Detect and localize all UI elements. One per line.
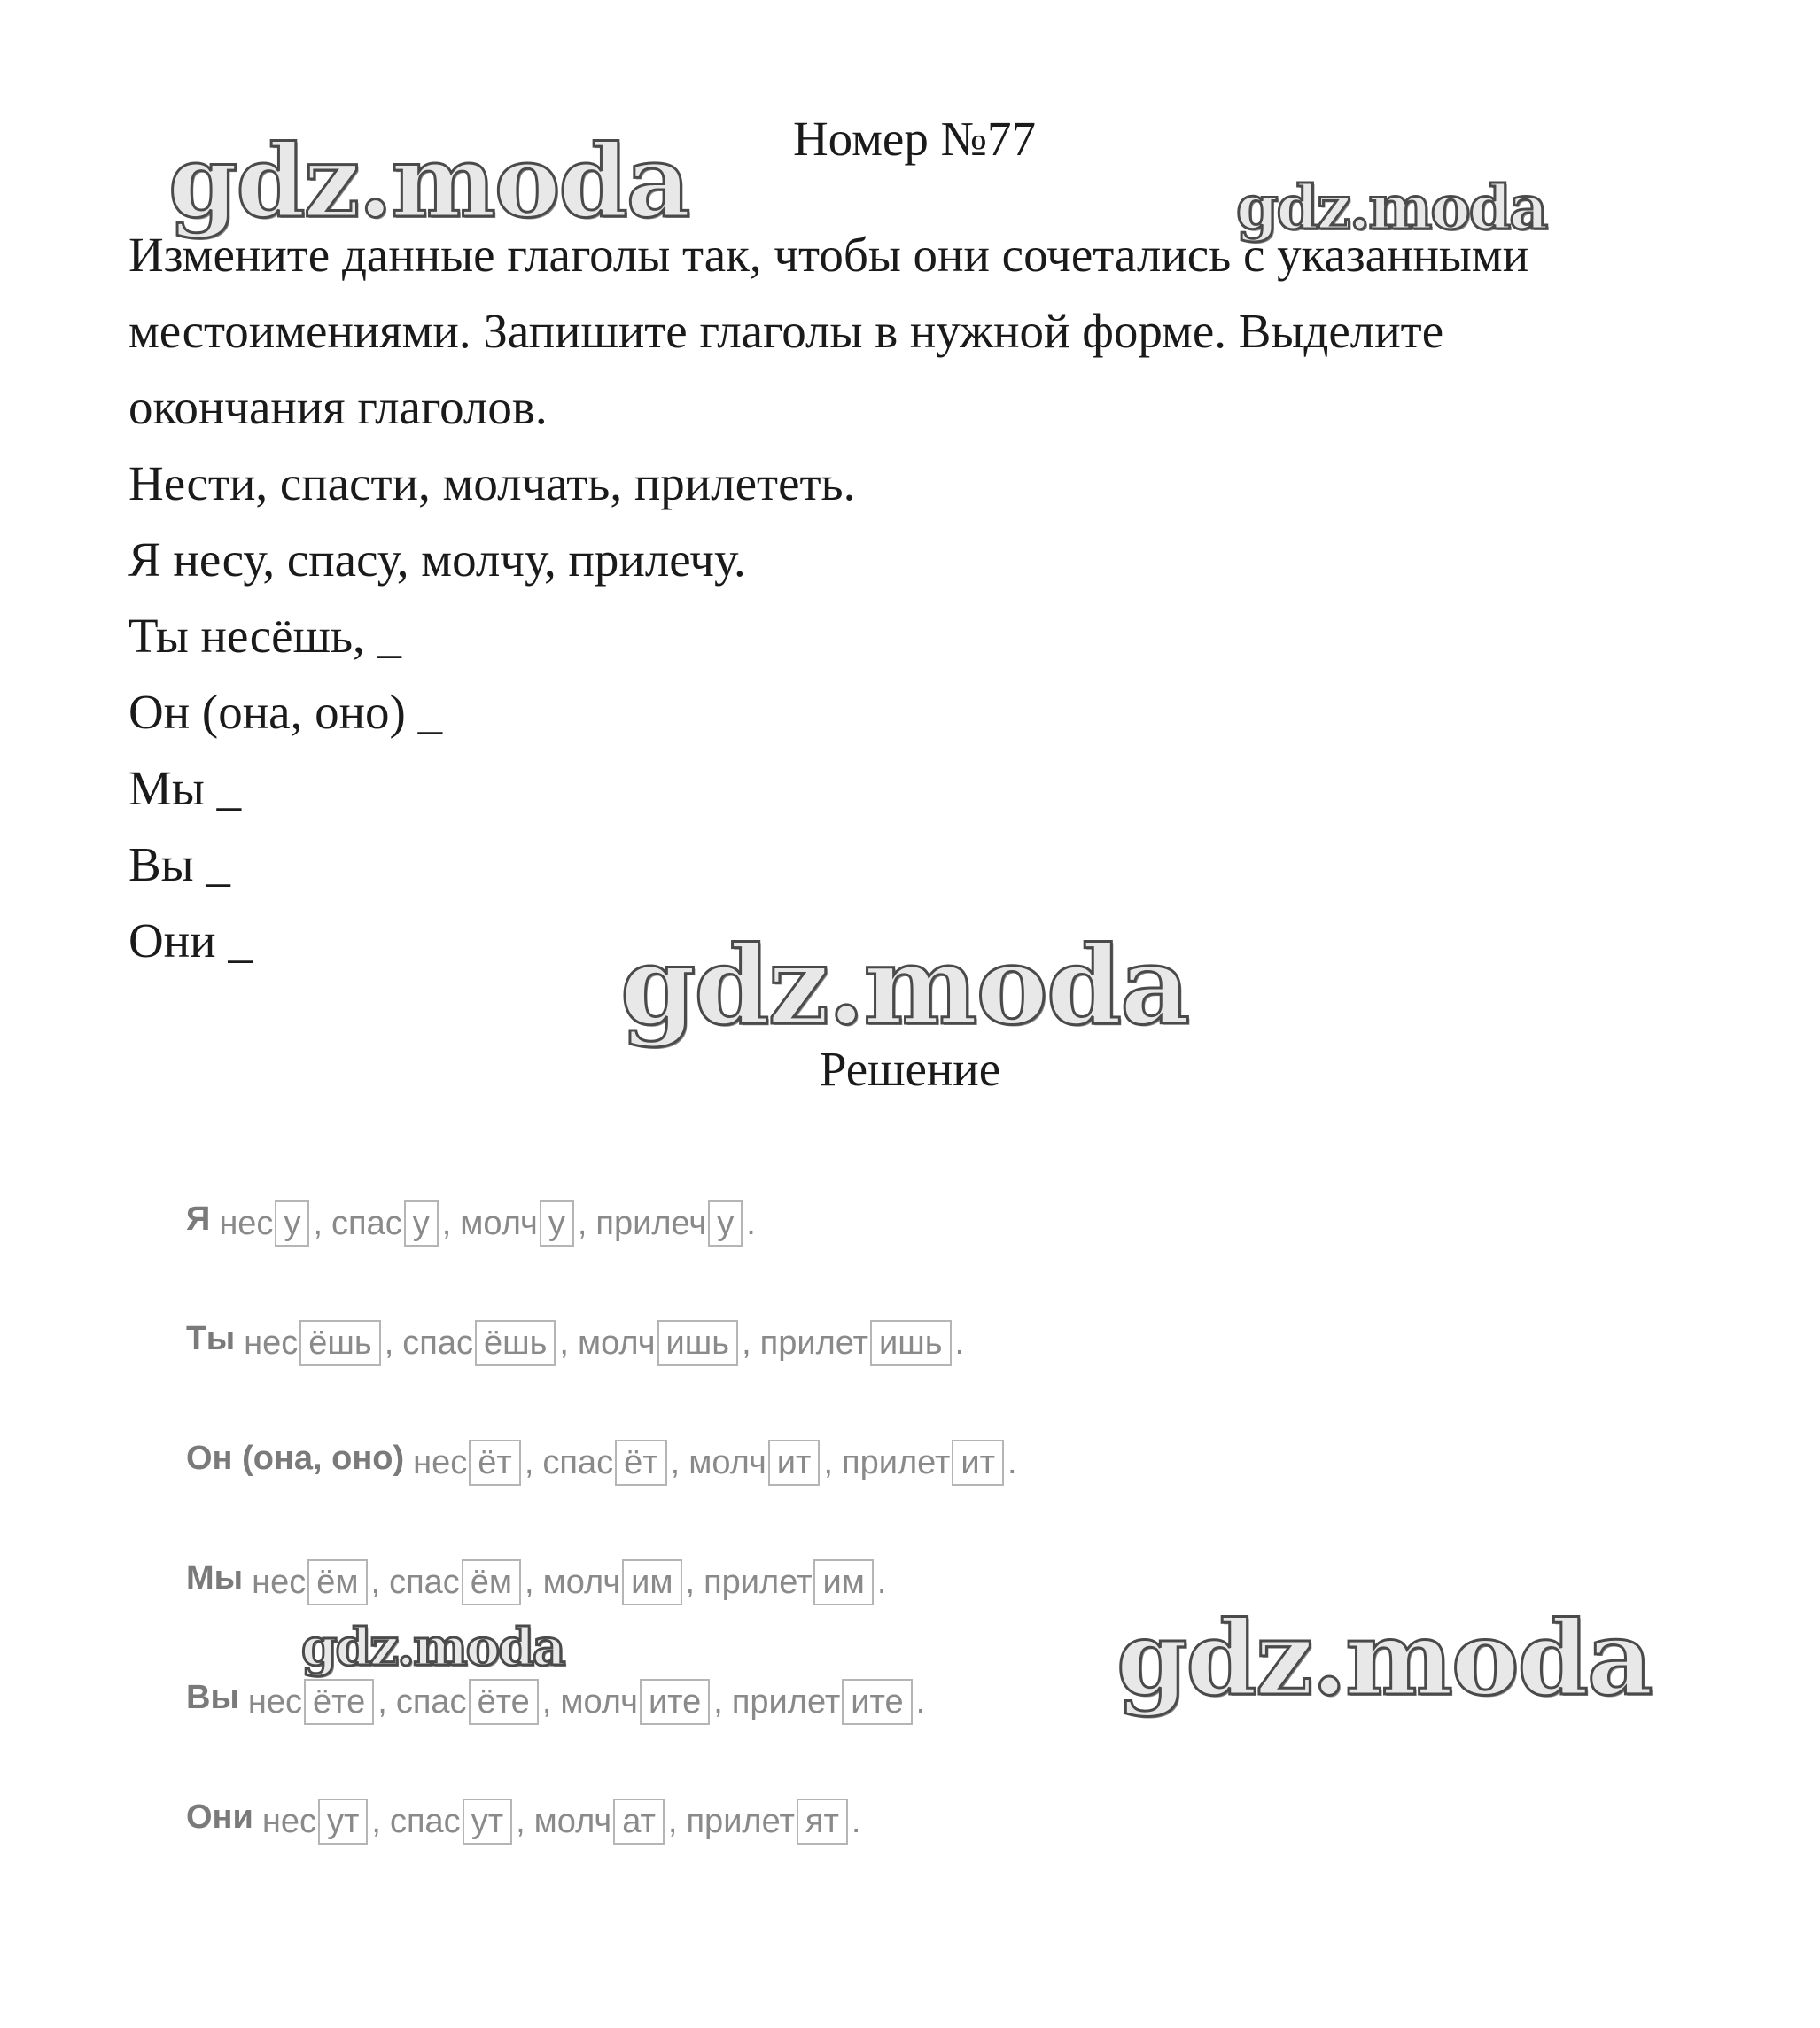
verb-ending-box: ите xyxy=(640,1679,710,1725)
verb-stem: спас xyxy=(389,1563,460,1601)
task-line: Они _ xyxy=(128,913,253,967)
verb-ending-box: ут xyxy=(318,1799,368,1845)
verb-separator: , xyxy=(525,1563,534,1601)
verb-separator: , xyxy=(313,1204,323,1242)
verb-separator: , xyxy=(667,1802,678,1840)
solution-pronoun: Ты xyxy=(186,1320,236,1357)
page-title: Номер №77 xyxy=(792,112,1037,166)
verb-ending-box: ёте xyxy=(304,1679,374,1725)
verb-stem: прилет xyxy=(759,1324,869,1362)
verb-ending-box: ут xyxy=(463,1799,512,1845)
solution-pronoun: Он (она, оно) xyxy=(186,1440,405,1477)
solution-verb xyxy=(413,1440,542,1486)
task-line: Мы _ xyxy=(128,761,242,815)
task-line: Измените данные глаголы так, чтобы они сочетались с указанными xyxy=(128,228,1529,282)
verb-separator: , xyxy=(384,1324,394,1362)
verb-ending-box: ат xyxy=(613,1799,665,1845)
solution-verb xyxy=(842,1440,1026,1486)
verb-separator: , xyxy=(441,1204,452,1242)
solution-verb xyxy=(262,1799,390,1845)
verb-stem: нес xyxy=(244,1324,299,1362)
verb-separator: , xyxy=(823,1443,833,1481)
verb-separator: , xyxy=(670,1443,681,1481)
verb-ending-box: у xyxy=(708,1200,743,1247)
solution-verb xyxy=(390,1799,534,1845)
verb-ending-box: ёшь xyxy=(299,1320,380,1366)
solution-verb xyxy=(248,1679,396,1725)
task-line: Ты несёшь, _ xyxy=(128,609,402,663)
solution-verb xyxy=(252,1559,389,1605)
task-line: местоимениями. Запишите глаголы в нужной форме. Выделите xyxy=(128,304,1444,358)
verb-ending-box: ит xyxy=(952,1440,1004,1486)
verb-stem: спас xyxy=(331,1204,402,1242)
verb-separator: , xyxy=(371,1802,381,1840)
solution-row xyxy=(186,1440,1026,1559)
solution-verb xyxy=(219,1200,331,1247)
verb-separator: . xyxy=(1007,1443,1017,1481)
verb-separator: . xyxy=(954,1324,965,1362)
verb-ending-box: ишь xyxy=(870,1320,952,1366)
verb-stem: прилет xyxy=(686,1802,795,1840)
verb-stem: нес xyxy=(219,1204,274,1242)
verb-stem: спас xyxy=(542,1443,614,1481)
verb-separator: . xyxy=(915,1682,926,1721)
verb-ending-box: ите xyxy=(842,1679,912,1725)
verb-separator: , xyxy=(685,1563,696,1601)
verb-stem: прилет xyxy=(704,1563,813,1601)
task-line: Вы _ xyxy=(128,837,230,891)
solution-verb xyxy=(704,1559,895,1605)
solution-verb xyxy=(396,1679,561,1725)
verb-stem: спас xyxy=(402,1324,473,1362)
watermark-logo: gdz.moda xyxy=(168,124,689,240)
solution-verb xyxy=(244,1320,402,1366)
verb-stem: спас xyxy=(389,1802,461,1840)
verb-ending-box: им xyxy=(622,1559,681,1605)
verb-stem: молч xyxy=(577,1324,656,1362)
solution-verb xyxy=(560,1679,731,1725)
task-text xyxy=(128,217,1723,979)
solution-row xyxy=(186,1799,1026,1918)
task-line: окончания глаголов. xyxy=(128,380,548,434)
verb-stem: прилеч xyxy=(595,1204,707,1242)
solution-pronoun: Они xyxy=(186,1799,253,1836)
watermark-logo: gdz.moda xyxy=(1236,173,1547,244)
verb-stem: прилет xyxy=(842,1443,951,1481)
verb-separator: . xyxy=(746,1204,756,1242)
verb-separator: , xyxy=(377,1682,387,1721)
verb-ending-box: ёт xyxy=(615,1440,667,1486)
task-line: Нести, спасти, молчать, прилететь. xyxy=(128,456,856,510)
verb-stem: нес xyxy=(252,1563,307,1601)
solution-heading: Решение xyxy=(819,1042,1001,1096)
verb-separator: , xyxy=(524,1443,534,1481)
solution-pronoun: Вы xyxy=(186,1679,239,1716)
verb-separator: , xyxy=(742,1324,751,1362)
task-line: Он (она, оно) _ xyxy=(128,685,443,739)
verb-stem: нес xyxy=(413,1443,468,1481)
solution-verb xyxy=(534,1799,687,1845)
verb-stem: молч xyxy=(533,1802,612,1840)
solution-image xyxy=(186,1200,1026,1918)
verb-ending-box: им xyxy=(813,1559,873,1605)
verb-separator: , xyxy=(370,1563,381,1601)
watermark-logo: gdz.moda xyxy=(301,1617,564,1677)
verb-separator: , xyxy=(516,1802,525,1840)
verb-ending-box: у xyxy=(275,1200,309,1247)
verb-ending-box: у xyxy=(540,1200,574,1247)
verb-stem: молч xyxy=(560,1682,638,1721)
solution-verb xyxy=(389,1559,543,1605)
verb-stem: спас xyxy=(395,1682,467,1721)
verb-ending-box: ит xyxy=(768,1440,821,1486)
solution-row xyxy=(186,1200,1026,1320)
solution-verb xyxy=(760,1320,973,1366)
verb-separator: . xyxy=(876,1563,887,1601)
solution-verb xyxy=(331,1200,460,1247)
verb-stem: молч xyxy=(542,1563,621,1601)
solution-verb xyxy=(732,1679,934,1725)
solution-verb xyxy=(542,1440,688,1486)
verb-separator: , xyxy=(559,1324,569,1362)
solution-verb xyxy=(460,1200,595,1247)
verb-stem: молч xyxy=(688,1443,766,1481)
solution-verb xyxy=(686,1799,869,1845)
verb-stem: нес xyxy=(247,1682,303,1721)
solution-verb xyxy=(543,1559,704,1605)
solution-row xyxy=(186,1320,1026,1440)
solution-verb xyxy=(578,1320,760,1366)
solution-verb xyxy=(688,1440,842,1486)
verb-ending-box: ят xyxy=(797,1799,848,1845)
verb-ending-box: ёте xyxy=(469,1679,539,1725)
verb-stem: прилет xyxy=(731,1682,841,1721)
verb-ending-box: у xyxy=(404,1200,439,1247)
verb-ending-box: ём xyxy=(307,1559,367,1605)
verb-ending-box: ёшь xyxy=(475,1320,556,1366)
verb-ending-box: ишь xyxy=(657,1320,739,1366)
verb-stem: молч xyxy=(460,1204,538,1242)
solution-verb xyxy=(595,1200,764,1247)
verb-separator: , xyxy=(541,1682,552,1721)
watermark-logo: gdz.moda xyxy=(1116,1599,1652,1719)
watermark-logo: gdz.moda xyxy=(620,921,1189,1049)
verb-ending-box: ёт xyxy=(469,1440,521,1486)
verb-stem: нес xyxy=(261,1802,316,1840)
task-line: Я несу, спасу, молчу, прилечу. xyxy=(128,532,746,587)
solution-row xyxy=(186,1679,1026,1799)
verb-ending-box: ём xyxy=(462,1559,521,1605)
solution-verb xyxy=(402,1320,578,1366)
solution-pronoun: Я xyxy=(186,1200,211,1238)
verb-separator: , xyxy=(713,1682,723,1721)
solution-pronoun: Мы xyxy=(186,1559,244,1597)
verb-separator: , xyxy=(577,1204,587,1242)
verb-separator: . xyxy=(851,1802,861,1840)
